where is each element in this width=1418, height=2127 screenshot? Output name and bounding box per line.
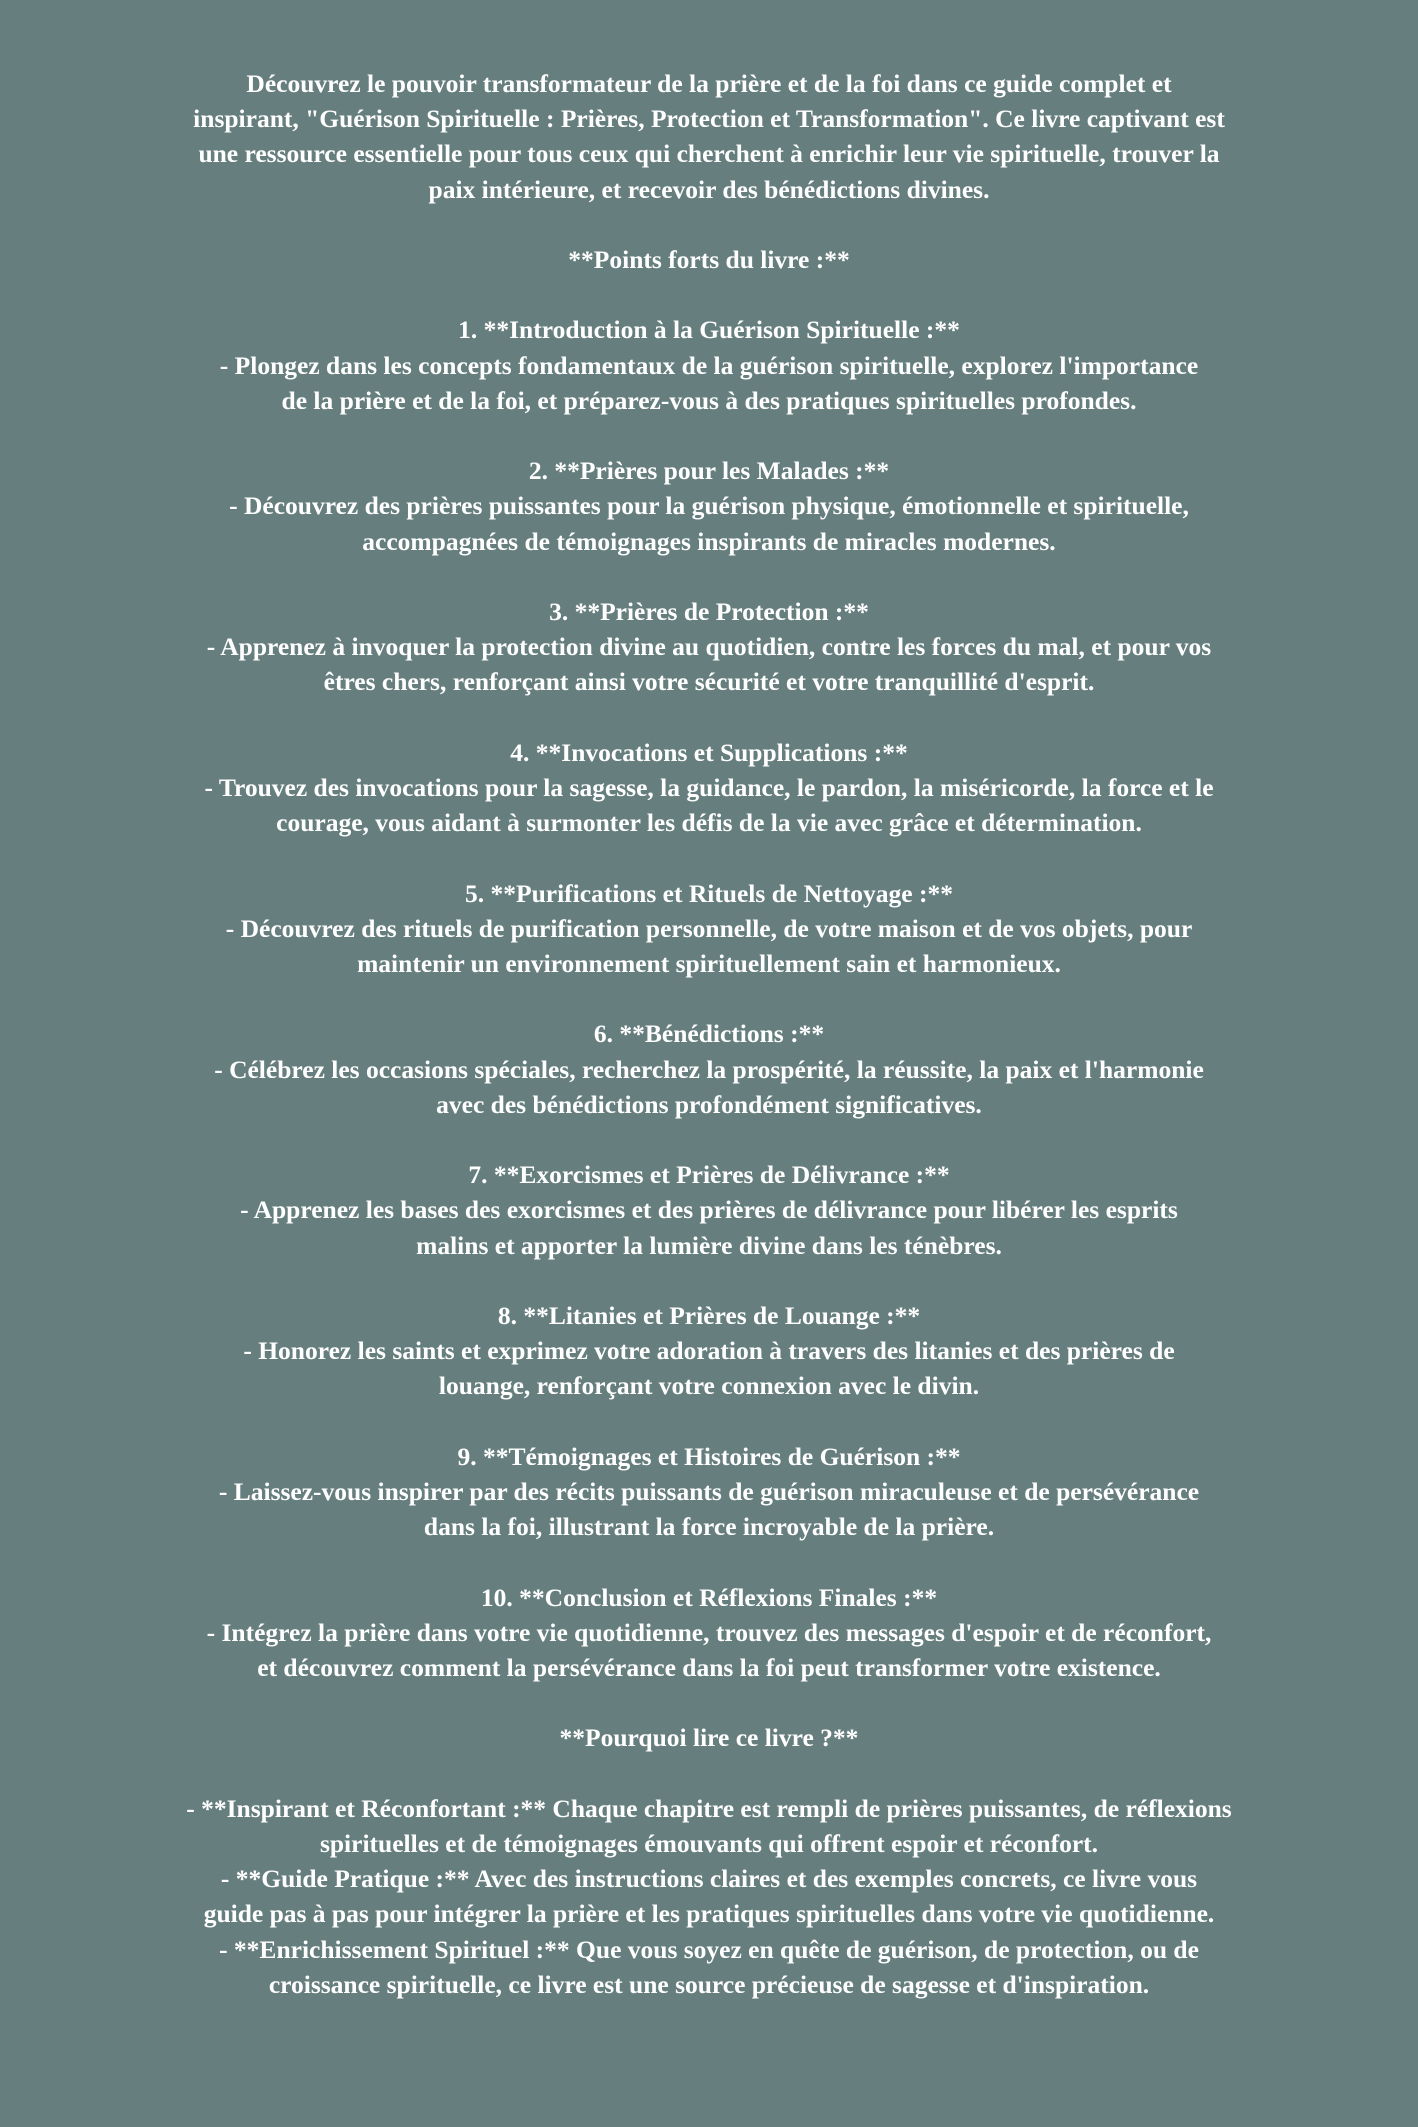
reason-line: croissance spirituelle, ce livre est une source précieuse de sagesse et d'inspiration.: [268, 1969, 1150, 1999]
spacer: [70, 1122, 1348, 1157]
section-line: - Plongez dans les concepts fondamentaux de la guérison spirituelle, explorez l'importance: [219, 350, 1199, 380]
section-title: 4. **Invocations et Supplications :**: [510, 737, 908, 767]
intro-line: Découvrez le pouvoir transformateur de la prière et de la foi dans ce guide complet et: [246, 69, 1172, 98]
section-title: 10. **Conclusion et Réflexions Finales :**: [480, 1582, 938, 1612]
section-title: 8. **Litanies et Prières de Louange :**: [497, 1300, 921, 1330]
intro-line: paix intérieure, et recevoir des bénédictions divines.: [428, 174, 990, 204]
section-title: 1. **Introduction à la Guérison Spirituelle :**: [458, 315, 960, 345]
highlights-heading: **Points forts du livre :**: [568, 245, 850, 274]
section-4: [70, 735, 1348, 841]
section-6: [70, 1016, 1348, 1122]
section-line: - Trouvez des invocations pour la sagesse, la guidance, le pardon, la miséricorde, la force et le: [204, 772, 1214, 802]
reason-line: - **Inspirant et Réconfortant :** Chaque chapitre est rempli de prières puissantes, de réflexions: [186, 1793, 1232, 1823]
section-line: de la prière et de la foi, et préparez-vous à des pratiques spirituelles profondes.: [281, 385, 1137, 415]
section-1: [70, 312, 1348, 418]
spacer: [70, 1544, 1348, 1579]
section-line: - Célébrez les occasions spéciales, recherchez la prospérité, la réussite, la paix et l'harmonie: [214, 1054, 1204, 1084]
section-title: 6. **Bénédictions :**: [593, 1019, 825, 1049]
spacer: [70, 418, 1348, 453]
section-line: - Apprenez les bases des exorcismes et des prières de délivrance pour libérer les esprits: [240, 1195, 1178, 1225]
section-line: et découvrez comment la persévérance dans la foi peut transformer votre existence.: [257, 1652, 1161, 1682]
section-line: - Intégrez la prière dans votre vie quotidienne, trouvez des messages d'espoir et de réconfort,: [206, 1617, 1212, 1647]
reason-line: spirituelles et de témoignages émouvants qui offrent espoir et réconfort.: [319, 1828, 1099, 1858]
section-title: 5. **Purifications et Rituels de Nettoyage :**: [465, 878, 953, 908]
intro-line: une ressource essentielle pour tous ceux qui cherchent à enrichir leur vie spirituelle, trouver la: [198, 139, 1220, 169]
section-5: [70, 876, 1348, 982]
section-line: - Découvrez des rituels de purification personnelle, de votre maison et de vos objets, pour: [225, 913, 1193, 943]
section-line: êtres chers, renforçant ainsi votre sécurité et votre tranquillité d'esprit.: [323, 667, 1095, 697]
spacer: [70, 1756, 1348, 1791]
section-line: louange, renforçant votre connexion avec le divin.: [438, 1371, 980, 1401]
reason-line: - **Guide Pratique :** Avec des instructions claires et des exemples concrets, ce livre vous: [220, 1864, 1198, 1894]
section-9: [70, 1439, 1348, 1545]
spacer: [70, 1263, 1348, 1298]
reason-line: - **Enrichissement Spirituel :** Que vous soyez en quête de guérison, de protection, ou de: [219, 1934, 1199, 1964]
section-title: 9. **Témoignages et Histoires de Guérison :**: [457, 1441, 961, 1471]
spacer: [70, 840, 1348, 875]
spacer: [70, 981, 1348, 1016]
section-line: maintenir un environnement spirituellement sain et harmonieux.: [357, 948, 1061, 978]
reasons-list: [70, 1791, 1348, 2002]
section-line: - Apprenez à invoquer la protection divine au quotidien, contre les forces du mal, et pour vos: [206, 632, 1212, 662]
reason-line: guide pas à pas pour intégrer la prière et les pratiques spirituelles dans votre vie quotidienne.: [203, 1899, 1215, 1929]
section-line: courage, vous aidant à surmonter les défis de la vie avec grâce et détermination.: [276, 808, 1142, 838]
section-10: [70, 1580, 1348, 1686]
intro-line: inspirant, "Guérison Spirituelle : Prières, Protection et Transformation". Ce livre captivant est: [193, 104, 1225, 134]
section-line: accompagnées de témoignages inspirants de miracles modernes.: [362, 526, 1056, 556]
spacer: [70, 207, 1348, 242]
section-line: - Découvrez des prières puissantes pour la guérison physique, émotionnelle et spirituelle,: [229, 491, 1189, 521]
section-2: [70, 453, 1348, 559]
section-title: 7. **Exorcismes et Prières de Délivrance :**: [468, 1160, 950, 1190]
section-8: [70, 1298, 1348, 1404]
section-title: 3. **Prières de Protection :**: [549, 596, 869, 626]
spacer: [70, 559, 1348, 594]
section-title: 2. **Prières pour les Malades :**: [528, 456, 890, 486]
intro-paragraph: [70, 66, 1348, 207]
section-line: dans la foi, illustrant la force incroyable de la prière.: [423, 1512, 995, 1542]
section-7: [70, 1157, 1348, 1263]
section-3: [70, 594, 1348, 700]
section-line: - Honorez les saints et exprimez votre adoration à travers des litanies et des prières de: [243, 1336, 1175, 1366]
spacer: [70, 277, 1348, 312]
why-heading: **Pourquoi lire ce livre ?**: [559, 1723, 859, 1753]
section-line: malins et apporter la lumière divine dans les ténèbres.: [416, 1230, 1002, 1260]
section-line: - Laissez-vous inspirer par des récits puissants de guérison miraculeuse et de persévérance: [218, 1476, 1200, 1506]
spacer: [70, 1404, 1348, 1439]
section-line: avec des bénédictions profondément significatives.: [436, 1089, 982, 1119]
spacer: [70, 700, 1348, 735]
spacer: [70, 1685, 1348, 1720]
